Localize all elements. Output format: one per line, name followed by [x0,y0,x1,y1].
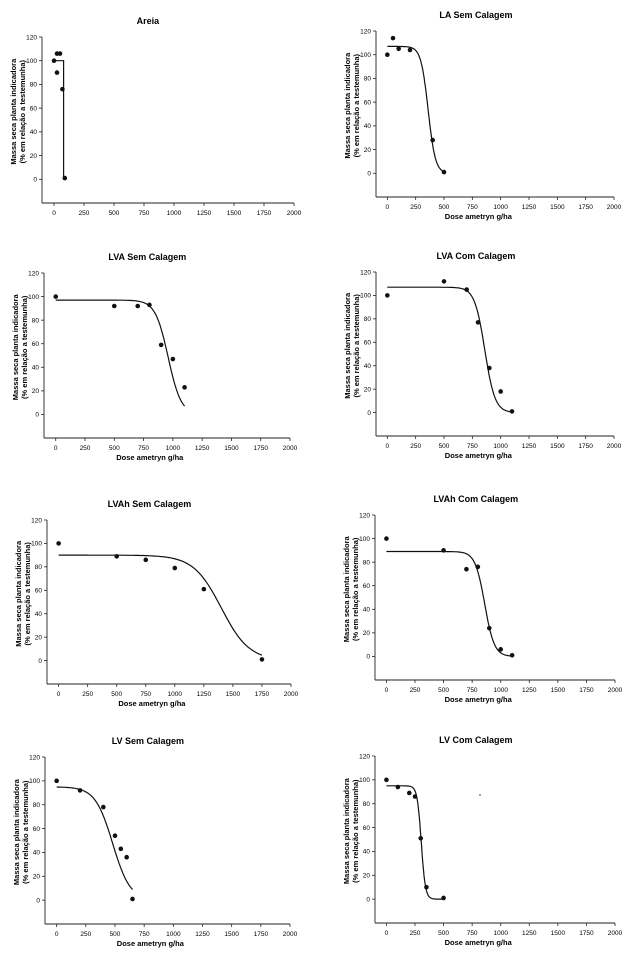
y-tick-label: 60 [29,105,37,113]
x-axis-label: Dose ametryn g/ha [444,212,512,221]
y-tick-label: 60 [32,825,40,833]
y-tick-label: 100 [31,540,42,548]
data-point [391,36,396,41]
data-point [147,303,152,308]
x-tick-label: 0 [53,445,58,452]
data-point [487,366,492,371]
y-axis-label: Massa seca planta indicadora [14,540,23,647]
x-tick-label: 1750 [253,445,268,452]
x-tick-label: 750 [466,687,478,694]
y-tick-label: 120 [359,753,370,761]
fit-curve [386,552,512,657]
y-tick-label: 20 [362,872,370,880]
data-point [114,554,119,559]
x-tick-label: 0 [384,687,389,694]
data-point [384,778,389,783]
y-tick-label: 120 [359,512,370,520]
data-point [173,566,178,571]
x-axis-label: Dose ametryn g/ha [116,939,184,948]
data-point [54,779,59,784]
y-tick-label: 60 [363,99,371,107]
x-axis-label: Dose ametryn g/ha [444,451,512,460]
chart-title: LV Com Calagem [439,735,513,745]
y-axis-label-units: (% em relação a testemunha) [351,537,360,641]
data-point [396,785,401,790]
y-axis-label: Massa seca planta indicadora [343,292,352,399]
y-tick-label: 0 [36,897,40,905]
x-axis-label: Dose ametryn g/ha [444,938,512,947]
data-point [408,48,413,53]
y-tick-label: 100 [360,292,371,300]
y-tick-label: 40 [362,606,370,614]
x-tick-label: 1000 [493,930,508,937]
x-tick-label: 1750 [578,204,593,211]
y-tick-label: 120 [28,270,39,278]
y-tick-label: 0 [33,176,37,184]
x-tick-label: 750 [466,443,478,450]
y-tick-label: 40 [32,849,40,857]
x-tick-label: 250 [409,930,421,937]
y-tick-label: 80 [363,316,371,324]
y-tick-label: 120 [26,34,37,42]
chart-panel [12,736,298,948]
data-point [430,138,435,143]
y-tick-label: 100 [29,778,40,786]
x-tick-label: 750 [466,930,478,937]
x-axis-label: Dose ametryn g/ha [118,699,186,708]
chart-panel [11,252,298,462]
x-tick-label: 0 [52,210,56,217]
chart-panel [343,251,622,460]
data-point [135,304,140,309]
y-axis-label-units: (% em relação a testemunha) [23,542,32,646]
chart-panel [342,735,623,947]
y-tick-label: 60 [363,339,371,347]
data-point [55,70,60,75]
x-tick-label: 0 [54,931,59,938]
x-tick-label: 2000 [606,204,622,211]
y-axis-label: Massa seca planta indicadora [342,778,351,885]
fit-curve [54,61,64,180]
y-tick-label: 40 [34,611,42,619]
x-tick-label: 1250 [196,691,212,698]
x-tick-label: 500 [438,204,450,211]
x-tick-label: 500 [438,443,450,450]
data-point [510,653,515,658]
data-point [510,409,515,414]
x-tick-label: 500 [108,445,120,452]
y-tick-label: 20 [31,388,39,396]
x-tick-label: 500 [438,687,450,694]
y-tick-label: 0 [366,653,370,661]
chart-title: LV Sem Calagem [111,736,185,746]
y-tick-label: 40 [29,129,37,137]
y-tick-label: 120 [29,754,40,762]
data-point [418,836,423,841]
x-tick-label: 250 [79,445,91,452]
chart-panel [343,10,622,221]
chart-title: Areia [136,16,160,26]
x-tick-label: 1750 [254,691,270,698]
x-tick-label: 1000 [167,691,183,698]
y-axis-label: Massa seca planta indicadora [11,294,20,401]
x-tick-label: 1500 [225,691,241,698]
y-tick-label: 20 [32,873,40,881]
x-tick-label: 1000 [166,210,182,217]
y-tick-label: 80 [363,75,371,83]
y-tick-label: 60 [362,583,370,591]
y-tick-label: 20 [362,630,370,638]
x-tick-label: 2000 [607,687,623,694]
data-point [130,897,135,902]
stray-mark [479,794,481,796]
y-tick-label: 120 [31,517,42,525]
y-tick-label: 20 [363,146,371,154]
y-tick-label: 80 [362,801,370,809]
data-point [498,389,503,394]
y-axis-label: Massa seca planta indicadora [9,58,18,165]
chart-panel [14,499,299,708]
x-tick-label: 500 [438,930,450,937]
fit-curve [57,787,133,890]
x-tick-label: 250 [409,687,421,694]
fit-curve [387,46,444,171]
data-point [202,587,207,592]
y-tick-label: 120 [360,269,371,277]
fit-curve [387,287,512,412]
y-tick-label: 120 [360,28,371,36]
y-tick-label: 80 [362,559,370,567]
data-point [101,805,106,810]
y-tick-label: 0 [367,409,371,417]
chart-title: LVAh Sem Calagem [107,499,192,509]
y-tick-label: 100 [359,535,370,543]
x-tick-label: 1000 [166,931,181,938]
x-tick-label: 2000 [286,210,302,217]
x-tick-label: 0 [385,204,390,211]
x-tick-label: 250 [410,204,422,211]
chart-panel [9,16,302,217]
x-tick-label: 1500 [550,687,566,694]
y-tick-label: 40 [363,123,371,131]
data-point [407,791,412,796]
data-point [385,52,390,57]
data-point [442,170,447,175]
data-point [78,788,83,793]
chart-title: LVAh Com Calagem [433,494,519,504]
y-axis-label: Massa seca planta indicadora [12,779,21,886]
data-point [464,567,469,572]
data-point [441,896,446,901]
x-tick-label: 1750 [579,930,594,937]
y-tick-label: 0 [366,896,370,904]
y-axis-label-units: (% em relação a testemunha) [352,294,361,398]
y-axis-label-units: (% em relação a testemunha) [352,54,361,158]
x-tick-label: 2000 [606,443,622,450]
data-point [58,51,63,56]
x-tick-label: 1750 [578,443,593,450]
y-tick-label: 100 [360,52,371,60]
y-tick-label: 40 [363,363,371,371]
x-tick-label: 1750 [579,687,594,694]
y-axis-label-units: (% em relação a testemunha) [21,780,30,884]
data-point [113,833,118,838]
x-tick-label: 1750 [253,931,269,938]
x-tick-label: 1250 [521,443,537,450]
y-tick-label: 80 [31,317,39,325]
x-tick-label: 1250 [194,445,210,452]
data-point [56,541,61,546]
x-tick-label: 500 [111,691,123,698]
y-axis-label-units: (% em relação a testemunha) [351,779,360,883]
data-point [441,548,446,553]
x-tick-label: 1000 [493,443,508,450]
data-point [476,320,481,325]
x-tick-label: 250 [80,931,92,938]
x-axis-label: Dose ametryn g/ha [444,695,512,704]
y-tick-label: 0 [38,657,42,665]
y-tick-label: 60 [31,341,39,349]
chart-title: LVA Com Calagem [436,251,516,261]
data-point [63,176,68,181]
data-point [487,626,492,631]
x-tick-label: 2000 [282,931,298,938]
y-axis-label-units: (% em relação a testemunha) [18,60,27,164]
data-point [182,385,187,390]
data-point [52,58,57,63]
fit-curve [59,555,262,655]
x-tick-label: 1500 [226,210,242,217]
x-tick-label: 1750 [256,210,272,217]
chart-panel [342,494,623,704]
x-tick-label: 1250 [522,687,537,694]
x-tick-label: 250 [78,210,90,217]
data-point [124,855,129,860]
y-tick-label: 100 [26,58,37,66]
x-tick-label: 500 [109,931,121,938]
y-axis-label: Massa seca planta indicadora [343,52,352,159]
x-tick-label: 750 [138,210,150,217]
x-tick-label: 2000 [282,445,298,452]
x-tick-label: 1000 [493,687,508,694]
x-tick-label: 1000 [493,204,508,211]
x-tick-label: 1250 [522,930,537,937]
y-axis-label-units: (% em relação a testemunha) [20,295,29,399]
data-point [476,565,481,570]
x-tick-label: 500 [108,210,120,217]
data-point [159,343,164,348]
data-point [260,657,265,662]
y-tick-label: 60 [34,587,42,595]
fit-curve [386,786,443,899]
y-tick-label: 40 [362,848,370,856]
data-point [498,647,503,652]
y-tick-label: 100 [359,777,370,785]
data-point [413,794,418,799]
data-point [143,558,148,563]
y-tick-label: 100 [28,293,39,301]
x-tick-label: 1500 [550,204,565,211]
x-tick-label: 750 [138,931,150,938]
y-tick-label: 0 [35,411,39,419]
x-tick-label: 1000 [165,445,181,452]
y-tick-label: 80 [29,81,37,89]
x-tick-label: 2000 [607,930,623,937]
x-tick-label: 250 [82,691,94,698]
y-tick-label: 0 [367,170,371,178]
data-point [442,279,447,284]
data-point [60,87,65,92]
data-point [53,294,58,299]
y-tick-label: 20 [363,386,371,394]
y-tick-label: 60 [362,824,370,832]
x-tick-label: 0 [56,691,61,698]
fit-curve [56,300,185,406]
data-point [112,304,117,309]
y-tick-label: 80 [34,564,42,572]
data-point [464,287,469,292]
y-tick-label: 20 [29,152,37,160]
y-tick-label: 20 [34,634,42,642]
chart-title: LVA Sem Calagem [108,252,187,262]
data-point [171,357,176,362]
x-tick-label: 0 [385,443,390,450]
x-tick-label: 2000 [283,691,299,698]
x-tick-label: 1500 [550,443,565,450]
x-tick-label: 1250 [195,931,210,938]
x-tick-label: 1500 [224,931,239,938]
data-point [424,885,429,890]
data-point [385,293,390,298]
x-tick-label: 1500 [550,930,566,937]
x-tick-label: 750 [466,204,478,211]
y-tick-label: 80 [32,802,40,810]
y-axis-label: Massa seca planta indicadora [342,536,351,643]
data-point [384,536,389,541]
y-tick-label: 40 [31,364,39,372]
data-point [396,46,401,51]
x-tick-label: 750 [138,445,150,452]
x-tick-label: 1500 [224,445,239,452]
x-tick-label: 750 [140,691,152,698]
chart-title: LA Sem Calagem [439,10,513,20]
x-axis-label: Dose ametryn g/ha [116,453,184,462]
x-tick-label: 1250 [521,204,537,211]
data-point [119,847,124,852]
x-tick-label: 0 [384,930,389,937]
x-tick-label: 1250 [196,210,212,217]
x-tick-label: 250 [410,443,422,450]
